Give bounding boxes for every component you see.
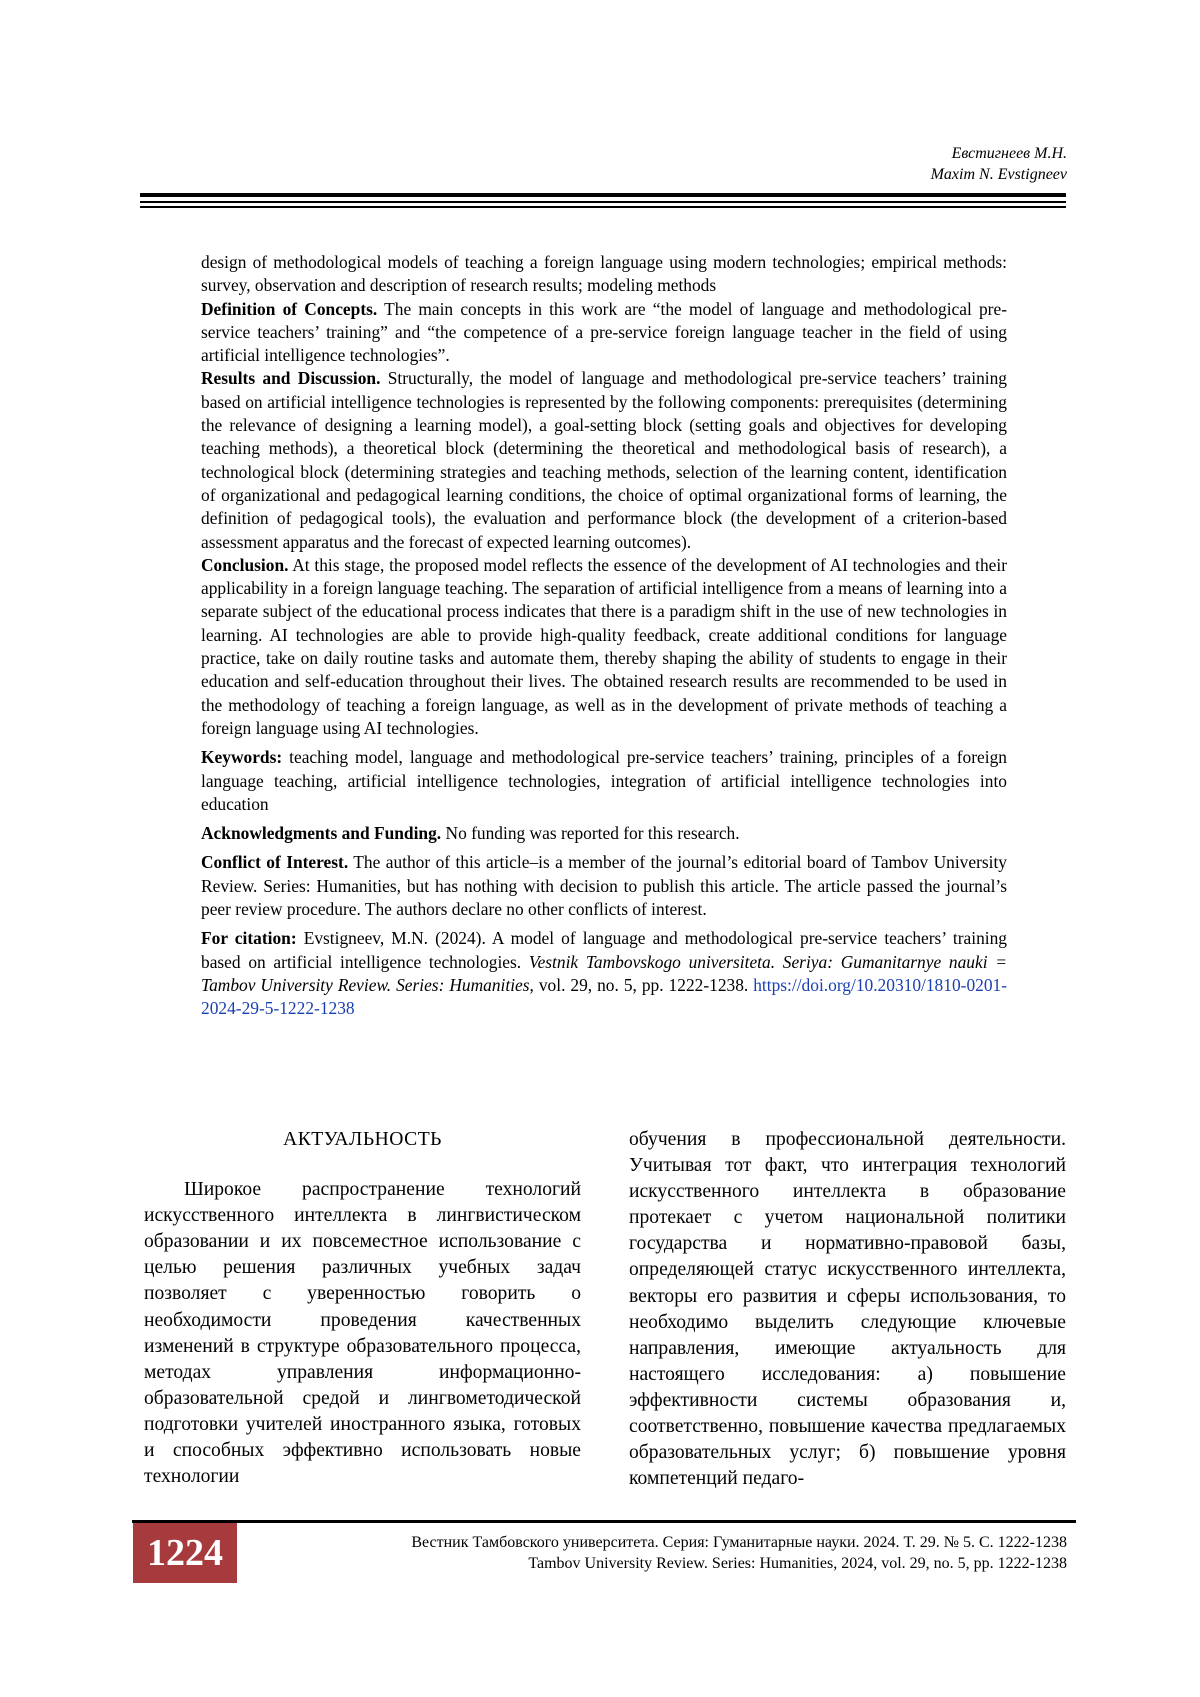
body-column-left: [144, 1127, 581, 1490]
abstract-methods: design of methodological models of teaching a foreign language using modern technologies; empirical methods: survey, observation and description of research results; modeling methods: [201, 252, 1007, 296]
body-paragraph: обучения в профессиональной деятельности. Учитывая тот факт, что интеграция технологий искусственного интеллекта в образование протекает с учетом национальной политики государства и нормативно-правовой базы, определяющей статус искусственного интеллекта, векторы его развития и сферы использования, то необходимо выделить следующие ключевые направления, имеющие актуальность для настоящего исследования: а) повышение эффективности системы образования и, соответственно, повышение качества предлагаемых образовательных услуг; б) повышение уровня компетенций педаго-: [629, 1129, 1066, 1490]
keywords-label: Keywords:: [201, 747, 283, 768]
abstract-conclusion: Conclusion. At this stage, the proposed model reflects the essence of the development of AI technologies and their applicability in a foreign language teaching. The separation of artificial intelligence from a means of learning into a separate subject of the educational process indicates that there is a paradigm shift in the use of new technologies in learning. AI technologies are able to provide high-quality feedback, create additional conditions for language practice, take on daily routine tasks and automate them, thereby shaping the ability of students to engage in their education and self-education throughout their lives. The obtained research results are recommended to be used in the methodology of teaching a foreign language, as well as in the development of private methods of teaching a foreign language using AI technologies.: [201, 554, 1007, 738]
footer-rule: [132, 1520, 1076, 1523]
conflict-label: Conflict of Interest.: [201, 852, 349, 873]
section-heading: АКТУАЛЬНОСТЬ: [283, 1129, 442, 1150]
conclusion-label: Conclusion.: [201, 554, 289, 575]
body-column-right: [629, 1127, 1066, 1492]
abstract-keywords: Keywords: teaching model, language and methodological pre-service teachers’ training, principles of a foreign language teaching, artificial intelligence technologies, integration of artificial intelligence technologies into education: [201, 747, 1007, 814]
journal-title-en: Tambov University Review. Series: Humanities, 2024, vol. 29, no. 5, pp. 1222-1238: [528, 1555, 1067, 1572]
header-rule-thick: [140, 193, 1066, 197]
body-paragraph: Широкое распространение технологий искусственного интеллекта в лингвистическом образовании и их повсеместное использование с целью решения различных учебных задач позволяет с уверенностью говорить о необходимости проведения качественных изменений в структуре образовательного процесса, методах управления информационно-образовательной средой и лингвометодической подготовки учителей иностранного языка, готовых и способных эффективно использовать новые технологии: [144, 1179, 581, 1488]
abstract-funding: Acknowledgments and Funding. No funding was reported for this research.: [201, 823, 740, 844]
abstract-conflict: Conflict of Interest. The author of this article–is a member of the journal’s editorial board of Tambov University Review. Series: Humanities, but has nothing with decision to publish this article. The article passed the journal’s peer review procedure. The authors declare no other conflicts of interest.: [201, 852, 1007, 920]
running-head: [931, 143, 1067, 185]
funding-label: Acknowledgments and Funding.: [201, 823, 442, 844]
header-rule-thin: [140, 206, 1066, 208]
citation-label: For citation:: [201, 928, 297, 949]
header-rule-thin: [140, 201, 1066, 203]
citation-journal: Vestnik Tambovskogo universiteta. Seriya: Gumanitarnye nauki = Tambov University Review. Series: Humanities: [201, 951, 1007, 995]
author-name-en: Maxim N. Evstigneev: [930, 166, 1067, 183]
abstract-results: Results and Discussion. Structurally, the model of language and methodological pre-service teachers’ training based on artificial intelligence technologies is represented by the following components: prerequisites (determining the relevance of designing a learning model), a goal-setting block (setting goals and objectives for developing teaching methods), a theoretical block (determining the theoretical and methodological basis of research), a technological block (determining strategies and teaching methods, selection of the learning content, identification of organizational and pedagogical learning conditions, the choice of optimal organizational forms of learning, the definition of pedagogical tools), the evaluation and performance block (the development of a criterion-based assessment apparatus and the forecast of expected learning outcomes).: [201, 368, 1007, 552]
page-number: 1224: [133, 1523, 237, 1583]
author-name-ru: Евстигнеев М.Н.: [951, 145, 1067, 162]
footer-journal: [411, 1532, 1067, 1574]
results-label: Results and Discussion.: [201, 368, 381, 389]
journal-title-ru: Вестник Тамбовского университета. Серия: Гуманитарные науки. 2024. Т. 29. № 5. С. 1222-1238: [411, 1534, 1067, 1551]
abstract: [201, 251, 1007, 1021]
doi-link[interactable]: https://doi.org/10.20310/1810-0201-2024-29-5-1222-1238: [201, 974, 1008, 1019]
abstract-citation: For citation: Evstigneev, M.N. (2024). A model of language and methodological pre-service teachers’ training based on artificial intelligence technologies. Vestnik Tambovskogo universiteta. Seriya: Gumanitarnye nauki = Tambov University Review. Series: Humanities, vol. 29, no. 5, pp. 1222-1238. https://doi.org/10.20310/1810-0201-2024-29-5-1222-1238: [201, 928, 1008, 1019]
abstract-concepts: Definition of Concepts. The main concepts in this work are “the model of language and methodological pre-service teachers’ training” and “the competence of a pre-service foreign language teacher in the field of using artificial intelligence technologies”.: [201, 298, 1007, 366]
concepts-label: Definition of Concepts.: [201, 298, 378, 319]
